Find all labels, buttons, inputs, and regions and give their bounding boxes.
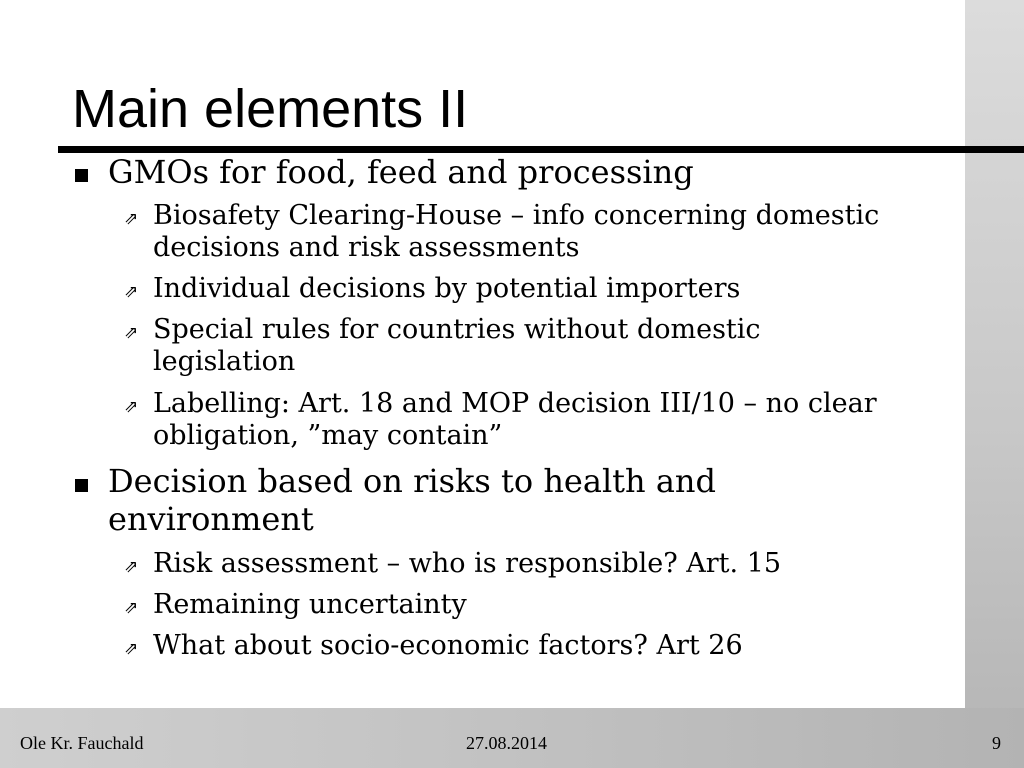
arrow-bullet-icon: ⇗	[124, 557, 139, 577]
square-bullet-icon	[75, 479, 88, 492]
bullet-level2: Individual decisions by potential importers	[153, 273, 741, 304]
page-number: 9	[992, 733, 1001, 753]
arrow-bullet-icon: ⇗	[124, 209, 139, 229]
bullet-level2: What about socio-economic factors? Art 26	[153, 630, 743, 661]
title-divider	[58, 146, 1024, 153]
footer-author: Ole Kr. Fauchald	[20, 733, 144, 753]
bullet-level2: Labelling: Art. 18 and MOP decision III/10 – no clear obligation, ”may contain”	[153, 388, 877, 451]
arrow-bullet-icon: ⇗	[124, 282, 139, 302]
arrow-bullet-icon: ⇗	[124, 598, 139, 618]
slide-title: Main elements II	[72, 79, 469, 139]
arrow-bullet-icon: ⇗	[124, 639, 139, 659]
bullet-level1: Decision based on risks to health and environment	[108, 462, 716, 538]
bullet-level1: GMOs for food, feed and processing	[108, 153, 694, 191]
bullet-level2: Risk assessment – who is responsible? Art. 15	[153, 548, 782, 579]
footer-date: 27.08.2014	[466, 733, 547, 753]
arrow-bullet-icon: ⇗	[124, 323, 139, 343]
bullet-level2: Special rules for countries without domestic legislation	[153, 314, 761, 377]
right-decor-band	[965, 0, 1024, 768]
bullet-level2: Remaining uncertainty	[153, 589, 467, 620]
arrow-bullet-icon: ⇗	[124, 397, 139, 417]
bullet-level2: Biosafety Clearing-House – info concerning domestic decisions and risk assessments	[153, 200, 880, 263]
square-bullet-icon	[75, 169, 88, 182]
